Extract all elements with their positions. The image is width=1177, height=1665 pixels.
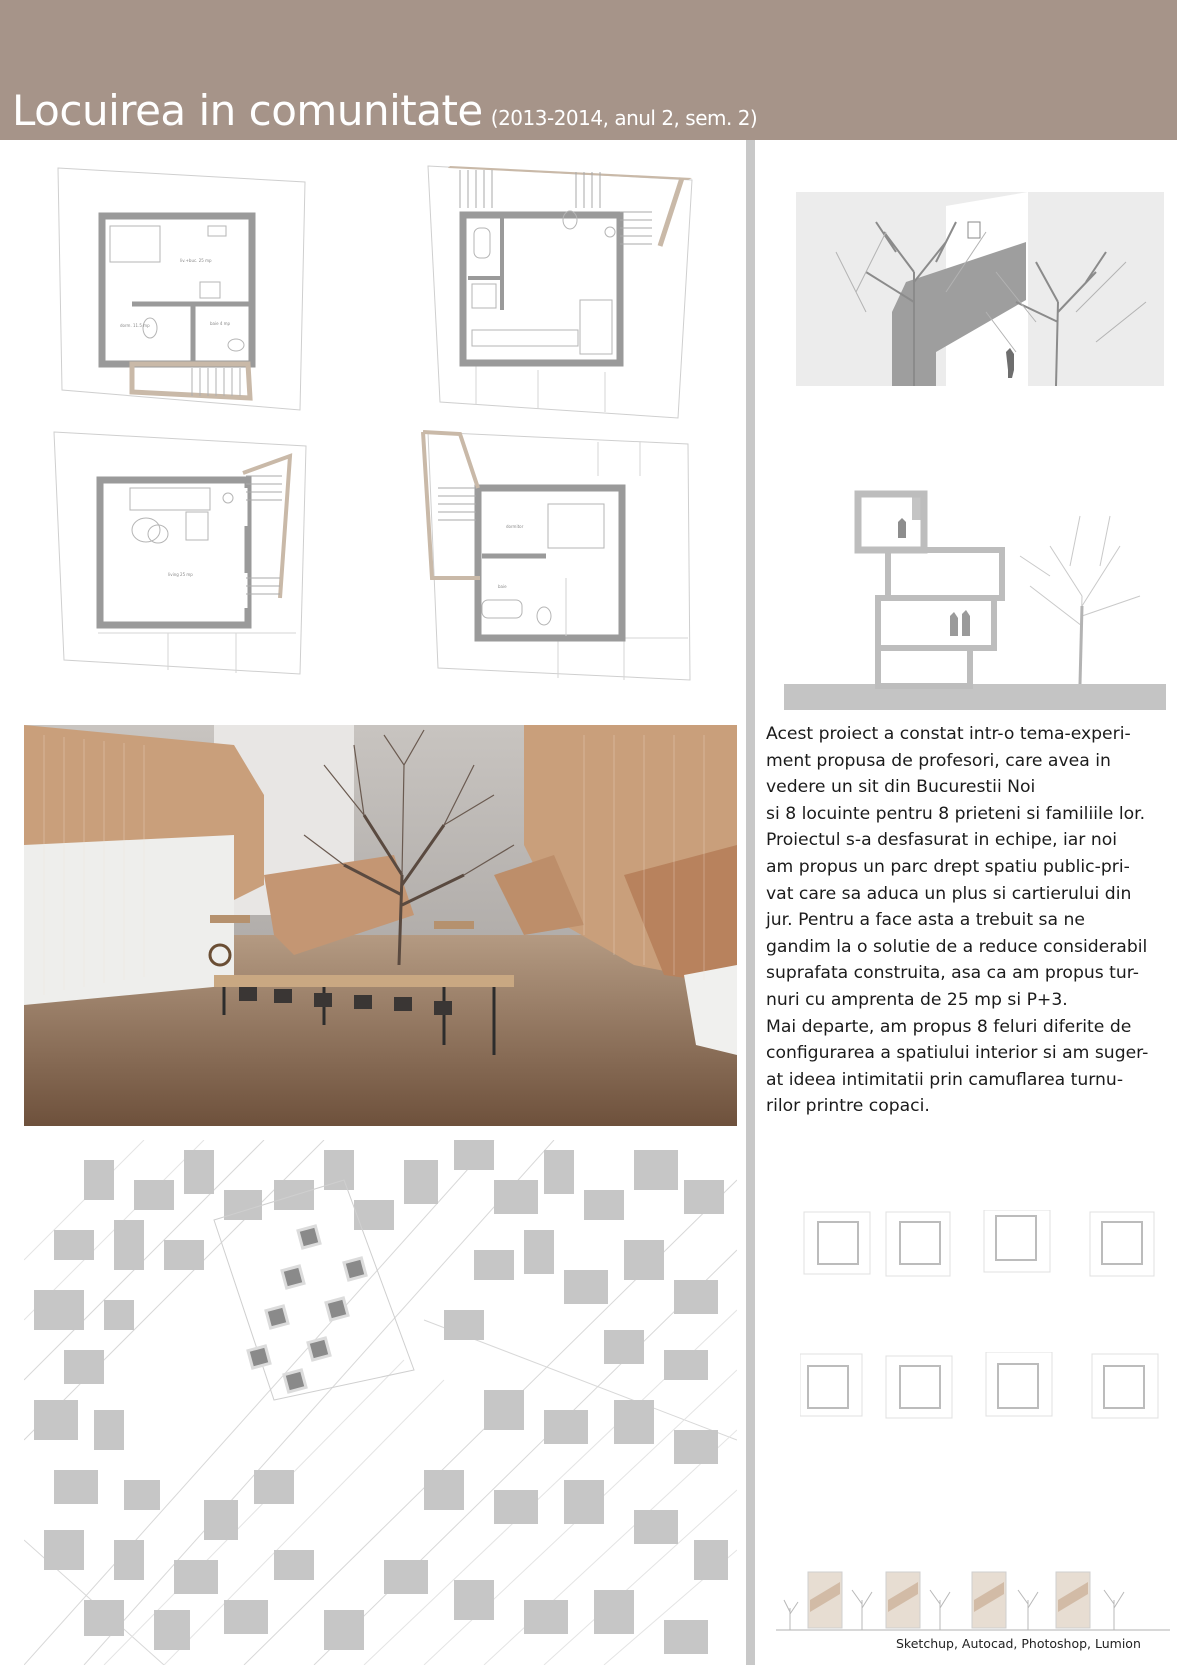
- elevation-render: [796, 192, 1164, 386]
- floor-plan-first: [420, 160, 700, 420]
- room-label: baie: [498, 584, 507, 589]
- floor-plan-third: [418, 428, 703, 688]
- elevations-strip: [776, 1560, 1170, 1634]
- vertical-divider: [746, 140, 755, 1665]
- software-credits: Sketchup, Autocad, Photoshop, Lumion: [896, 1636, 1141, 1651]
- room-label: living 25 mp: [168, 572, 193, 577]
- room-label: liv.+buc. 25 mp: [180, 258, 212, 263]
- site-plan: [24, 1140, 737, 1665]
- header-band: [0, 0, 1177, 140]
- courtyard-render: [24, 725, 737, 1126]
- page-title: [12, 86, 757, 135]
- page-subtitle: (2013-2014, anul 2, sem. 2): [490, 106, 758, 130]
- room-label: dorm. 11.5 mp: [120, 323, 150, 328]
- room-label: baie 4 mp: [210, 321, 231, 326]
- plan-thumbnails-row-2: [800, 1352, 1170, 1422]
- plan-thumbnails-row-1: [800, 1210, 1170, 1280]
- project-description: Acest proiect a constat intr-o tema-experi- ment propusa de profesori, care avea in vedere un sit din Bucurestii Noi si 8 locuinte pentru 8 prieteni si familiile lor. Proiectul s-a desfasurat in echipe, iar noi am propus un parc drept spatiu public-pri- vat care sa aduca un plus si cartierului din jur. Pentru a face asta a trebuit sa ne gandim la o solutie de a reduce considerabil suprafata construita, asa ca am propus tur- nuri cu amprenta de 25 mp si P+3. Mai departe, am propus 8 feluri diferite de configurarea a spatiului interior si am suger- at ideea intimitatii prin camuflarea turnu- rilor printre copaci.: [766, 724, 1149, 1117]
- floor-plan-ground: [50, 160, 315, 415]
- section-drawing: [780, 486, 1166, 712]
- room-label: dormitor: [506, 524, 524, 529]
- floor-plan-second: [48, 428, 313, 678]
- title-text: Locuirea in comunitate: [12, 86, 483, 135]
